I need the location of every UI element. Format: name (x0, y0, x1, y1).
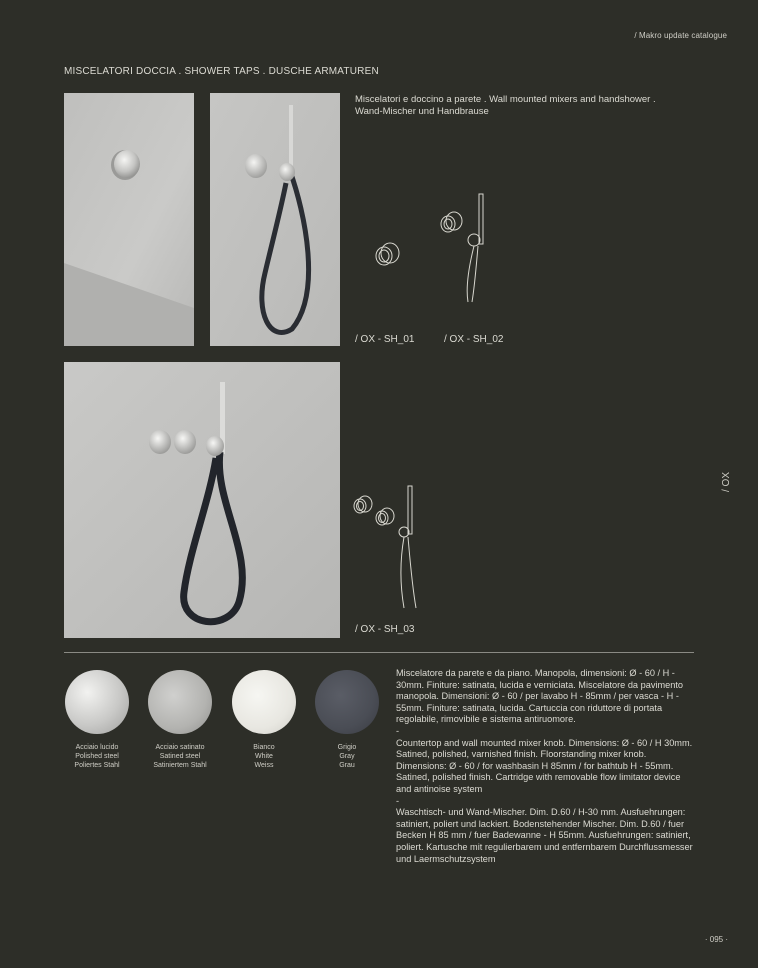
description-en: Countertop and wall mounted mixer knob. Dimensions: Ø - 60 / H 30mm. Satined, polished, varnished finish. Floorstanding mixer knob. Dimensions: Ø - 60 / for washbasin H 85mm / for bathtub H - 55mm. Satined, polished finish. Cartridge with removable flow limitator device and antinoise system (396, 737, 693, 794)
swatch-label-gray (305, 743, 389, 770)
finish-name-en: White (255, 753, 273, 760)
swatch-label-white (222, 743, 306, 770)
product-code-sh03: / OX - SH_03 (355, 624, 415, 635)
divider (64, 652, 694, 653)
technical-drawing-sh03 (350, 480, 430, 615)
swatch-satined-steel (148, 670, 212, 734)
swatch-label-polished-steel (55, 743, 139, 770)
description-it: Miscelatore da parete e da piano. Manopola, dimensioni: Ø - 60 / H - 30mm. Finiture: satinata, lucida e verniciata. Miscelatore da pavimento manopola. Dimensioni: Ø - 60 / per lavabo H - 85mm / per vasca - H - 55mm. Finiture: satinata, lucida. Cartuccia con riduttore di portata regolabile, rimovibile e sistema antiruomore. (396, 668, 683, 725)
swatch-polished-steel (65, 670, 129, 734)
product-code-sh02: / OX - SH_02 (444, 334, 504, 345)
product-description (396, 668, 696, 865)
finish-name-it: Grigio (337, 744, 357, 751)
intro-text: Miscelatori e doccino a parete . Wall mounted mixers and handshower . Wand-Mischer und Handbrause (355, 94, 656, 117)
swatch-label-satined-steel (138, 743, 222, 770)
finish-name-it: Acciaio lucido (75, 744, 119, 751)
finish-name-en: Polished steel (75, 753, 119, 760)
description-separator: - (396, 795, 400, 806)
swatch-white (232, 670, 296, 734)
description-de: Waschtisch- und Wand-Mischer. Dim. D.60 / H-30 mm. Ausfuehrungen: satiniert, poliert und lackiert. Bodenstehender Mischer. Dim. D.60 / fuer Becken H 85 mm / fuer Badewanne - H 55mm. Ausfuehrungen: satiniert, poliert. Kartusche mit regulierbarem und entfernbarem Durchflussmesser und Laermschutzsystem (396, 807, 693, 864)
finish-name-de: Grau (339, 762, 355, 769)
finish-name-it: Bianco (253, 744, 275, 751)
swatch-gray (315, 670, 379, 734)
finish-name-en: Gray (339, 753, 355, 760)
finish-name-de: Poliertes Stahl (74, 762, 120, 769)
product-code-sh01: / OX - SH_01 (355, 334, 415, 345)
finish-name-de: Weiss (254, 762, 274, 769)
product-photo-knob-handshower (210, 93, 340, 346)
catalog-reference: / Makro update catalogue (634, 31, 727, 40)
finish-name-de: Satiniertem Stahl (153, 762, 207, 769)
technical-drawing-sh01-sh02 (360, 180, 500, 310)
photo-ox-sh01 (64, 93, 194, 346)
side-tab: / OX (721, 472, 732, 493)
photo-ox-sh02 (210, 93, 340, 346)
product-photo-double-knob-handshower (64, 362, 340, 638)
finish-name-en: Satined steel (159, 753, 201, 760)
description-separator: - (396, 725, 400, 736)
product-photo-knob (64, 93, 194, 346)
page-number: · 095 · (704, 935, 728, 944)
section-title: MISCELATORI DOCCIA . SHOWER TAPS . DUSCHE ARMATUREN (64, 66, 379, 77)
finish-name-it: Acciaio satinato (155, 744, 205, 751)
photo-ox-sh03 (64, 362, 340, 638)
